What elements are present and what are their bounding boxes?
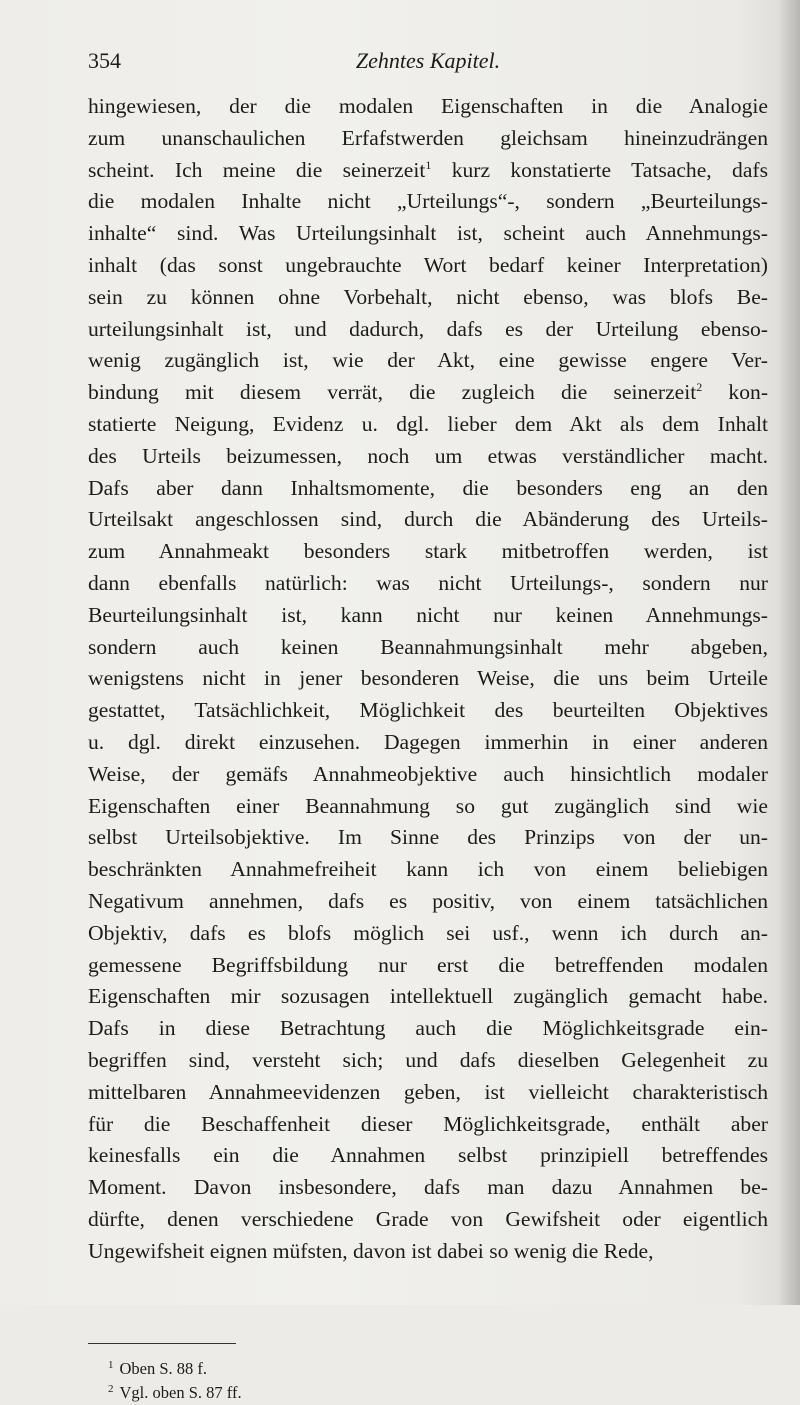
text-line: wenig zugänglich ist, wie der Akt, eine gewisse engere Ver- (88, 348, 768, 373)
text-line: Beurteilungsinhalt ist, kann nicht nur keinen Annehmungs- (88, 602, 768, 627)
footnote-2 (108, 1381, 708, 1405)
running-title: Zehntes Kapitel. (355, 48, 501, 73)
footnotes (108, 1357, 708, 1405)
text-line: Urteilsakt angeschlossen sind, durch die Abänderung des Urteils- (88, 507, 768, 532)
text-line: statierte Neigung, Evidenz u. dgl. lieber dem Akt als dem Inhalt (88, 411, 768, 436)
text-line: urteilungsinhalt ist, und dadurch, dafs es der Urteilung ebenso- (88, 316, 768, 341)
text-line: dann ebenfalls natürlich: was nicht Urteilungs-, sondern nur (88, 570, 768, 595)
text-line: Negativum annehmen, dafs es positiv, von einem tatsächlichen (88, 888, 768, 913)
text-line: Dafs in diese Betrachtung auch die Möglichkeitsgrade ein- (88, 1016, 768, 1041)
footnote-divider (88, 1343, 236, 1344)
text-line: hingewiesen, der die modalen Eigenschaften in die Analogie (88, 94, 768, 118)
text-line: zum unanschaulichen Erfafstwerden gleichsam hineinzudrängen (88, 125, 768, 150)
text-line: begriffen sind, versteht sich; und dafs dieselben Gelegenheit zu (88, 1047, 768, 1072)
text-line: u. dgl. direkt einzusehen. Dagegen immerhin in einer anderen (88, 729, 768, 754)
page-number: 354 (88, 48, 121, 73)
text-line: scheint. Ich meine die seinerzeit$^1$ kurz konstatierte Tatsache, dafs (88, 157, 768, 182)
text-line: sein zu können ohne Vorbehalt, nicht ebenso, was blofs Be- (88, 284, 768, 309)
footnote-mark: 2 (108, 1383, 114, 1395)
text-line: dürfte, denen verschiedene Grade von Gewifsheit oder eigentlich (88, 1206, 768, 1231)
text-line: inhalte“ sind. Was Urteilungsinhalt ist, scheint auch Annehmungs- (88, 221, 768, 246)
text-line: beschränkten Annahmefreiheit kann ich von einem beliebigen (88, 857, 768, 882)
text-line: selbst Urteilsobjektive. Im Sinne des Prinzips von der un- (88, 825, 768, 850)
text-line: Weise, der gemäfs Annahmeobjektive auch hinsichtlich modaler (88, 761, 768, 786)
text-line: des Urteils beizumessen, noch um etwas verständlicher macht. (88, 443, 768, 468)
text-line: für die Beschaffenheit dieser Möglichkeitsgrade, enthält aber (88, 1111, 768, 1136)
text-line: sondern auch keinen Beannahmungsinhalt mehr abgeben, (88, 634, 768, 659)
text-line: bindung mit diesem verrät, die zugleich die seinerzeit$^2$ kon- (88, 380, 769, 405)
text-line: Dafs aber dann Inhaltsmomente, die besonders eng an den (88, 475, 768, 500)
footnote-ref-1: 1 (425, 157, 432, 172)
text-line: gestattet, Tatsächlichkeit, Möglichkeit des beurteilten Objektives (88, 698, 768, 723)
page-edge-shadow (778, 0, 800, 1305)
page-header (88, 48, 768, 82)
text-line: Moment. Davon insbesondere, dafs man dazu Annahmen be- (88, 1175, 768, 1200)
text-line: die modalen Inhalte nicht „Urteilungs“-, sondern „Beurteilungs- (88, 189, 768, 214)
text-line: Ungewifsheit eignen müfsten, davon ist dabei so wenig die Rede, (88, 1238, 654, 1263)
footnote-text: Vgl. oben S. 87 ff. (119, 1383, 242, 1402)
text-line: inhalt (das sonst ungebrauchte Wort bedarf keiner Interpretation) (88, 252, 768, 277)
text-line: Eigenschaften einer Beannahmung so gut zugänglich sind wie (88, 793, 768, 818)
footnote-ref-2: 2 (696, 380, 703, 395)
text-line: wenigstens nicht in jener besonderen Weise, die uns beim Urteile (88, 666, 768, 691)
text-line: gemessene Begriffsbildung nur erst die betreffenden modalen (88, 952, 768, 977)
text-line: Objektiv, dafs es blofs möglich sei usf., wenn ich durch an- (88, 920, 768, 945)
text-line: mittelbaren Annahmeevidenzen geben, ist vielleicht charakteristisch (88, 1079, 768, 1104)
footnote-1 (108, 1357, 708, 1381)
footnote-text: Oben S. 88 f. (119, 1359, 208, 1378)
text-line: keinesfalls ein die Annahmen selbst prinzipiell betreffendes (88, 1143, 768, 1168)
text-line: Eigenschaften mir sozusagen intellektuell zugänglich gemacht habe. (88, 984, 768, 1009)
footnote-mark: 1 (108, 1359, 114, 1371)
main-text (88, 91, 768, 1267)
text-line: zum Annahmeakt besonders stark mitbetroffen werden, ist (88, 539, 768, 564)
